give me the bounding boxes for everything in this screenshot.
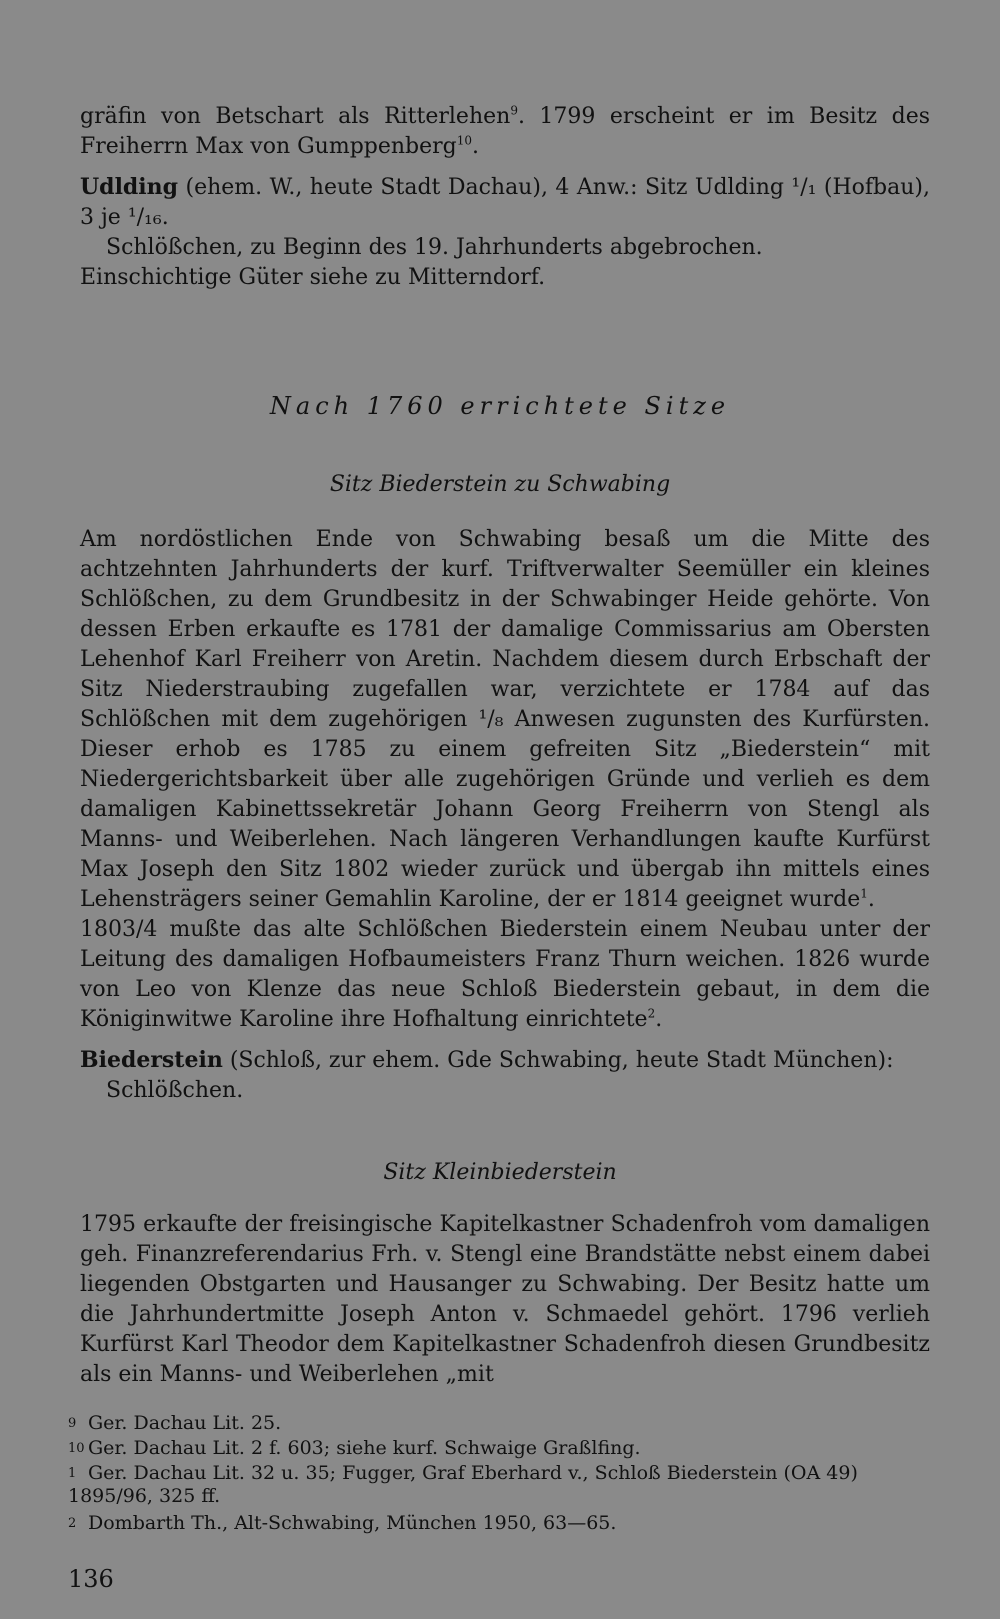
section-title-kleinbiederstein: Sitz Kleinbiederstein: [383, 1160, 617, 1185]
footnote-ref: 2: [647, 1006, 656, 1021]
biederstein-block: [80, 525, 930, 1106]
footnote-1: 1 Ger. Dachau Lit. 32 u. 35; Fugger, Graf Eberhard v., Schloß Biederstein (OA 49) 1895/96, 325 ff.: [68, 1462, 858, 1507]
kleinbiederstein-block: [80, 1210, 930, 1390]
footnote-9: 9 Ger. Dachau Lit. 25.: [68, 1412, 282, 1434]
biederstein-entry: [80, 1045, 930, 1076]
section-heading: Nach 1760 errichtete Sitze: [269, 392, 731, 420]
intro-text-2: . 1799 erscheint er im Besitz des Freiherrn Max von Gumppenberg: [80, 104, 930, 159]
page-number: 136: [68, 1565, 114, 1593]
footnote-ref: 1: [860, 886, 868, 901]
top-block: [80, 102, 930, 293]
entry-text: (Schloß, zur ehem. Gde Schwabing, heute Stadt München):: [222, 1048, 894, 1073]
footnote-2: 2 Dombarth Th., Alt-Schwabing, München 1950, 63—65.: [68, 1512, 617, 1534]
udlding-note: Schlößchen, zu Beginn des 19. Jahrhunderts abgebrochen.: [106, 235, 763, 260]
kleinbiederstein-paragraph: 1795 erkaufte der freisingische Kapitelkastner Schadenfroh vom damaligen geh. Finanzreferendarius Frh. v. Stengl eine Brandstätte nebst einem dabei liegenden Obstgarten und Hausanger zu Schwabing. Der Besitz hatte um die Jahrhundertmitte Joseph Anton v. Schmaedel gehört. 1796 verlieh Kurfürst Karl Theodor dem Kapitelkastner Schadenfroh diesen Grundbesitz als ein Manns- und Weiberlehen „mit: [80, 1212, 930, 1387]
einschichtige-note: Einschichtige Güter siehe zu Mitterndorf.: [80, 265, 546, 290]
intro-text: gräfin von Betschart als Ritterlehen: [80, 104, 511, 129]
footnote-10: 10 Ger. Dachau Lit. 2 f. 603; siehe kurf. Schwaige Graßlfing.: [68, 1437, 641, 1459]
biederstein-entry-note: Schlößchen.: [106, 1078, 244, 1103]
footnote-ref: 10: [456, 133, 473, 148]
entry-place-name: Udlding: [80, 174, 179, 200]
biederstein-paragraph-1: Am nordöstlichen Ende von Schwabing besaß um die Mitte des achtzehnten Jahrhunderts der kurf. Triftverwalter Seemüller ein kleines Schlößchen, zu dem Grundbesitz in der Schwabinger Heide gehörte. Von dessen Erben erkaufte es 1781 der damalige Commissarius am Obersten Lehenhof Karl Freiherr von Aretin. Nachdem diesem durch Erbschaft der Sitz Niederstraubing zugefallen war, verzichtete er 1784 auf das Schlößchen mit dem zugehörigen ¹/₈ Anwesen zugunsten des Kurfürsten. Dieser erhob es 1785 zu einem gefreiten Sitz „Biederstein“ mit Niedergerichtsbarkeit über alle zugehörigen Gründe und verlieh es dem damaligen Kabinettssekretär Johann Georg Freiherrn von Stengl als Manns- und Weiberlehen. Nach längeren Verhandlungen kaufte Kurfürst Max Joseph den Sitz 1802 wieder zurück und übergab ihn mittels eines Lehensträgers seiner Gemahlin Karoline, der er 1814 geeignet wurde$^1$.: [80, 527, 930, 912]
udlding-entry: [80, 172, 930, 233]
intro-paragraph: gräfin von Betschart als Ritterlehen$^9$. 1799 erscheint er im Besitz des Freiherrn Max von Gumppenberg$^{10}$.: [80, 103, 930, 159]
section-title-biederstein: Sitz Biederstein zu Schwabing: [329, 472, 671, 497]
entry-place-name: Biederstein: [80, 1047, 223, 1073]
biederstein-paragraph-2: 1803/4 mußte das alte Schlößchen Biederstein einem Neubau unter der Leitung des damaligen Hofbaumeisters Franz Thurn weichen. 1826 wurde von Leo von Klenze das neue Schloß Biederstein gebaut, in dem die Königinwitwe Karoline ihre Hofhaltung einrichtete$^2$.: [80, 917, 930, 1032]
entry-text: (ehem. W., heute Stadt Dachau), 4 Anw.: Sitz Udlding ¹/₁ (Hofbau), 3 je ¹/₁₆.: [80, 175, 930, 230]
footnote-ref: 9: [510, 103, 518, 118]
